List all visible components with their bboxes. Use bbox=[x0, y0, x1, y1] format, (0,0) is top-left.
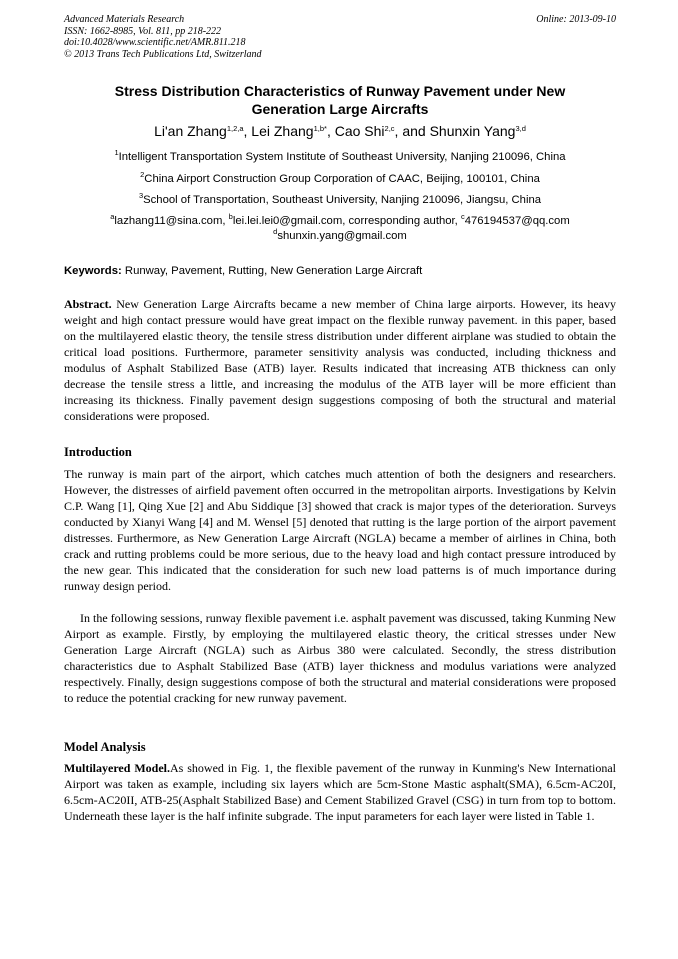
email-line-1 bbox=[64, 214, 616, 228]
journal-header bbox=[64, 14, 616, 60]
author-name: Shunxin Yang bbox=[429, 123, 516, 139]
author-name: Cao Shi bbox=[334, 123, 385, 139]
author-superscript: 1,b* bbox=[313, 124, 327, 133]
author-separator: , and bbox=[394, 123, 430, 139]
abstract bbox=[64, 296, 616, 424]
keywords-text: Runway, Pavement, Rutting, New Generation Large Aircraft bbox=[121, 265, 423, 277]
author-superscript: 2,c bbox=[384, 124, 395, 133]
journal-name: Advanced Materials Research bbox=[64, 14, 185, 25]
author-separator: , bbox=[243, 123, 252, 139]
email-c: 476194537@qq.com bbox=[464, 215, 570, 227]
author-name: Li'an Zhang bbox=[154, 123, 227, 139]
doi: doi:10.4028/www.scientific.net/AMR.811.218 bbox=[64, 37, 246, 48]
author-superscript: 3,d bbox=[515, 124, 526, 133]
intro-paragraph-1: The runway is main part of the airport, which catches much attention of both the designers and researchers. However, the distresses of airfield pavement often occurred in the metropolitan airports. Investigations by Kelvin C.P. Wang [1], Qing Xue [2] and Abu Siddique [3] showed that crack is major types of the deterioration. Surveys conducted by Xianyi Wang [4] and M. Wensel [5] denoted that rutting is the large portion of the airport pavement distresses. Furthermore, as New Generation Large Aircraft (NGLA) became a member of airlines in China, both crack and rutting problems could be more serious, due to the heavy load and high contact pressure introduced by the new gear. This indicated that the consideration for such new load patterns is of much importance during runway design period. bbox=[64, 467, 616, 593]
author-separator: , bbox=[326, 123, 335, 139]
abstract-label: Abstract. bbox=[64, 297, 112, 311]
title-line-2: Generation Large Aircrafts bbox=[251, 101, 429, 117]
email-d: shunxin.yang@gmail.com bbox=[277, 230, 407, 242]
author-name: Lei Zhang bbox=[251, 123, 314, 139]
affiliation-text: China Airport Construction Group Corporation of CAAC, Beijing, 100101, China bbox=[144, 173, 540, 185]
email-superscript: c bbox=[460, 212, 465, 221]
author-superscript: 1,2,a bbox=[226, 124, 244, 133]
section-heading-introduction: Introduction bbox=[64, 445, 132, 459]
email-b: lei.lei.lei0@gmail.com, corresponding author, bbox=[232, 215, 461, 227]
affiliation-1 bbox=[64, 150, 616, 164]
author-list bbox=[64, 122, 616, 140]
abstract-text: New Generation Large Aircrafts became a new member of China large airports. However, its heavy weight and high contact pressure would have great impact on the flexible runway pavement. in this paper, based on the multilayered elastic theory, the tensile stress distribution under different airplane was studied to obtain the critical load positions. Furthermore, parameter sensitivity analysis was conducted, including thickness and modulus of Asphalt Stabilized Base (ATB) layer. Results indicated that increasing ATB thickness can only decrease the tensile stress a little, and increasing the modulus of the ATB layer will be more efficient than increasing its thickness. Finally pavement design suggestions composing of both the structural and material considerations were proposed. bbox=[64, 297, 616, 423]
email-superscript: b bbox=[228, 212, 233, 221]
email-superscript: d bbox=[273, 227, 278, 236]
email-line-2 bbox=[64, 229, 616, 243]
affiliation-superscript: 3 bbox=[138, 191, 144, 200]
affiliation-text: School of Transportation, Southeast University, Nanjing 210096, Jiangsu, China bbox=[143, 194, 542, 206]
online-date: Online: 2013-09-10 bbox=[536, 14, 616, 25]
affiliation-superscript: 1 bbox=[114, 148, 119, 157]
model-paragraph bbox=[64, 760, 616, 824]
keywords-label: Keywords: bbox=[64, 265, 122, 277]
email-superscript: a bbox=[110, 212, 115, 221]
copyright: © 2013 Trans Tech Publications Ltd, Switzerland bbox=[64, 48, 262, 60]
affiliation-2 bbox=[64, 172, 616, 186]
keywords bbox=[64, 264, 616, 278]
issn: ISSN: 1662-8985, Vol. 811, pp 218-222 bbox=[64, 25, 222, 37]
paper-title bbox=[64, 82, 616, 118]
affiliation-superscript: 2 bbox=[140, 170, 145, 179]
section-heading-model-analysis: Model Analysis bbox=[64, 740, 146, 754]
email-a: lazhang11@sina.com, bbox=[114, 215, 229, 227]
model-text: As showed in Fig. 1, the flexible pavement of the runway in Kunming's New International Airport was taken as example, including six layers which are 5cm-Stone Mastic asphalt(SMA), 6.5cm-AC20I, 6.5cm-AC20II, ATB-25(Asphalt Stabilized Base) and Cement Stabilized Gravel (CSG) in turn from top to bottom. Underneath these layer is the half infinite subgrade. The input parameters for each layer were listed in Table 1. bbox=[64, 761, 617, 823]
subsection-heading-multilayered-model: Multilayered Model. bbox=[64, 761, 170, 775]
affiliation-3 bbox=[64, 193, 616, 207]
affiliation-text: Intelligent Transportation System Institute of Southeast University, Nanjing 210096, China bbox=[118, 151, 566, 163]
intro-paragraph-2: In the following sessions, runway flexible pavement i.e. asphalt pavement was discussed, taking Kunming New Airport as example. Firstly, by employing the multilayered elastic theory, the critical stresses under New Generation Large Aircraft (NGLA) such as Airbus 380 were calculated. Secondly, the stress distribution characteristics due to Asphalt Stabilized Base (ATB) layer thickness and modulus variations were analyzed respectively. Finally, design suggestions compose of both the structural and material considerations were proposed to reduce the potential cracking for new runway pavement. bbox=[64, 611, 616, 705]
title-line-1: Stress Distribution Characteristics of Runway Pavement under New bbox=[114, 83, 566, 99]
